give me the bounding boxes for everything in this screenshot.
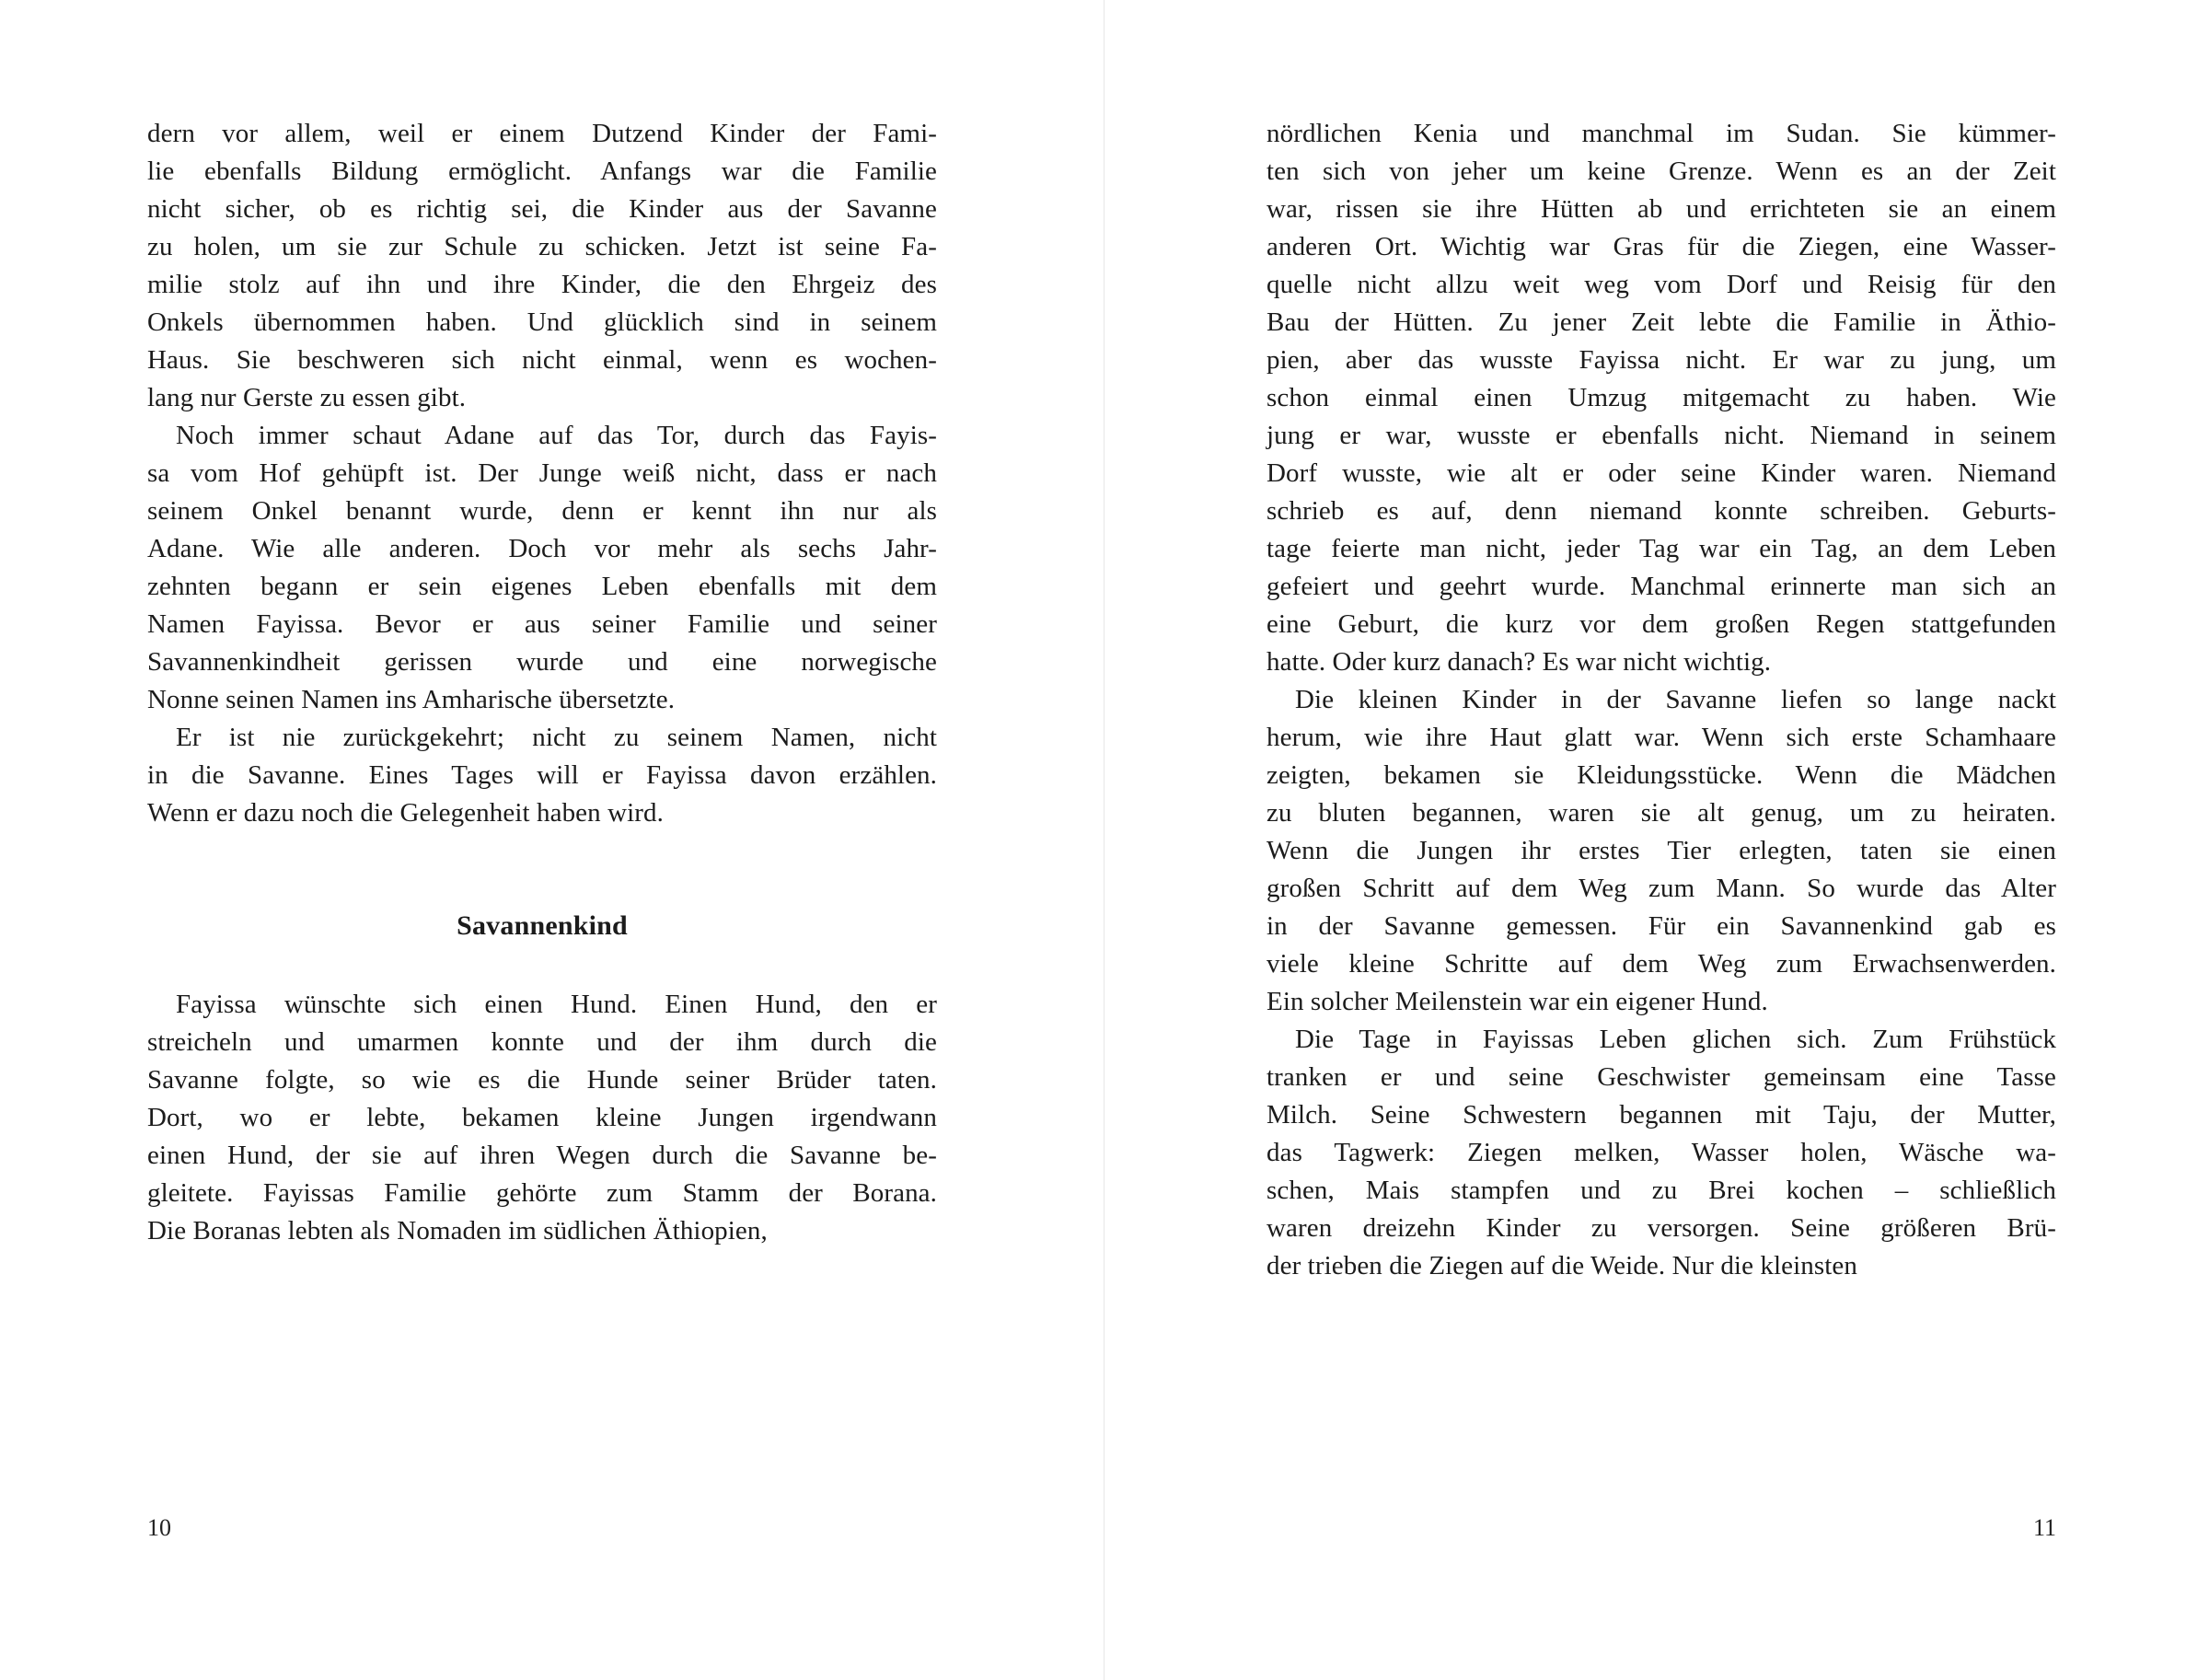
text-line: lang nur Gerste zu essen gibt. [147,383,467,412]
text-line: Dort, wo er lebte, bekamen kleine Jungen irgendwann [147,1103,937,1132]
text-line: Haus. Sie beschweren sich nicht einmal, wenn es wochen- [147,345,937,375]
paragraph [1266,115,2056,681]
text-line: sa vom Hof gehüpft ist. Der Junge weiß nicht, dass er nach [147,458,937,488]
page-number-right: 11 [2032,1514,2056,1541]
text-line: Nonne seinen Namen ins Amharische übersetzte. [147,685,676,714]
text-line: Die kleinen Kinder in der Savanne liefen so lange nackt [1295,685,2056,714]
text-line: Fayissa wünschte sich einen Hund. Einen Hund, den er [176,990,937,1019]
text-line: in der Savanne gemessen. Für ein Savannenkind gab es [1266,911,2056,941]
text-line: pien, aber das wusste Fayissa nicht. Er war zu jung, um [1266,345,2056,375]
text-line: schen, Mais stampfen und zu Brei kochen – schließlich [1266,1176,2056,1205]
text-line: herum, wie ihre Haut glatt war. Wenn sich erste Schamhaare [1266,723,2056,752]
text-line: Milch. Seine Schwestern begannen mit Taju, der Mutter, [1266,1100,2056,1130]
text-line: anderen Ort. Wichtig war Gras für die Ziegen, eine Wasser- [1266,232,2056,261]
text-line: hatte. Oder kurz danach? Es war nicht wichtig. [1266,647,1772,677]
left-text-block [147,115,937,1250]
text-line: Wenn die Jungen ihr erstes Tier erlegten, taten sie einen [1266,836,2056,865]
text-line: milie stolz auf ihn und ihre Kinder, die den Ehrgeiz des [147,270,937,299]
text-line: Adane. Wie alle anderen. Doch vor mehr als sechs Jahr- [147,534,937,563]
text-line: Namen Fayissa. Bevor er aus seiner Familie und seiner [147,609,937,639]
paragraph [147,417,937,719]
text-line: Dorf wusste, wie alt er oder seine Kinder waren. Niemand [1266,458,2056,488]
text-line: schrieb es auf, denn niemand konnte schreiben. Geburts- [1266,496,2056,526]
text-line: Onkels übernommen haben. Und glücklich sind in seinem [147,307,937,337]
text-line: dern vor allem, weil er einem Dutzend Kinder der Fami- [147,119,937,148]
text-line: gefeiert und geehrt wurde. Manchmal erinnerte man sich an [1266,572,2056,601]
text-line: Savanne folgte, so wie es die Hunde seiner Brüder taten. [147,1065,937,1095]
text-line: großen Schritt auf dem Weg zum Mann. So wurde das Alter [1266,874,2056,903]
text-line: quelle nicht allzu weit weg vom Dorf und Reisig für den [1266,270,2056,299]
text-line: in die Savanne. Eines Tages will er Fayissa davon erzählen. [147,760,937,790]
text-line: waren dreizehn Kinder zu versorgen. Seine größeren Brü- [1266,1213,2056,1243]
text-line: Die Tage in Fayissas Leben glichen sich. Zum Frühstück [1295,1025,2056,1054]
text-line: Ein solcher Meilenstein war ein eigener Hund. [1266,987,1768,1016]
text-line: Er ist nie zurückgekehrt; nicht zu seinem Namen, nicht [176,723,937,752]
text-line: Wenn er dazu noch die Gelegenheit haben wird. [147,798,664,828]
text-line: einen Hund, der sie auf ihren Wegen durch die Savanne be- [147,1141,937,1170]
text-line: viele kleine Schritte auf dem Weg zum Erwachsenwerden. [1266,949,2056,979]
text-line: Noch immer schaut Adane auf das Tor, durch das Fayis- [176,421,937,450]
left-page [0,0,1104,1680]
text-line: seinem Onkel benannt wurde, denn er kennt ihn nur als [147,496,937,526]
text-line: eine Geburt, die kurz vor dem großen Regen stattgefunden [1266,609,2056,639]
text-line: jung er war, wusste er ebenfalls nicht. Niemand in seinem [1266,421,2056,450]
chapter-heading: Savannenkind [457,910,628,941]
text-line: nördlichen Kenia und manchmal im Sudan. Sie kümmer- [1266,119,2056,148]
text-line: zu holen, um sie zur Schule zu schicken. Jetzt ist seine Fa- [147,232,937,261]
text-line: gleitete. Fayissas Familie gehörte zum Stamm der Borana. [147,1178,937,1208]
text-line: der trieben die Ziegen auf die Weide. Nur die kleinsten [1266,1251,1857,1280]
text-line: ten sich von jeher um keine Grenze. Wenn es an der Zeit [1266,156,2056,186]
text-line: schon einmal einen Umzug mitgemacht zu haben. Wie [1266,383,2056,412]
text-line: lie ebenfalls Bildung ermöglicht. Anfangs war die Familie [147,156,937,186]
right-text-block [1266,115,2056,1285]
paragraph [1266,681,2056,1021]
text-line: Savannenkindheit gerissen wurde und eine norwegische [147,647,937,677]
text-line: tage feierte man nicht, jeder Tag war ein Tag, an dem Leben [1266,534,2056,563]
text-line: war, rissen sie ihre Hütten ab und errichteten sie an einem [1266,194,2056,224]
text-line: das Tagwerk: Ziegen melken, Wasser holen, Wäsche wa- [1266,1138,2056,1167]
text-line: streicheln und umarmen konnte und der ihm durch die [147,1027,937,1057]
text-line: Die Boranas lebten als Nomaden im südlichen Äthiopien, [147,1216,768,1246]
text-line: nicht sicher, ob es richtig sei, die Kinder aus der Savanne [147,194,937,224]
paragraph [1266,1021,2056,1285]
paragraph [147,115,937,417]
right-page [1104,0,2209,1680]
paragraph [147,719,937,832]
paragraph [147,986,937,1250]
text-line: tranken er und seine Geschwister gemeinsam eine Tasse [1266,1062,2056,1092]
text-line: zeigten, bekamen sie Kleidungsstücke. Wenn die Mädchen [1266,760,2056,790]
page-number-left: 10 [147,1514,171,1541]
text-line: zehnten begann er sein eigenes Leben ebenfalls mit dem [147,572,937,601]
text-line: zu bluten begannen, waren sie alt genug, um zu heiraten. [1266,798,2056,828]
text-line: Bau der Hütten. Zu jener Zeit lebte die Familie in Äthio- [1266,307,2056,337]
